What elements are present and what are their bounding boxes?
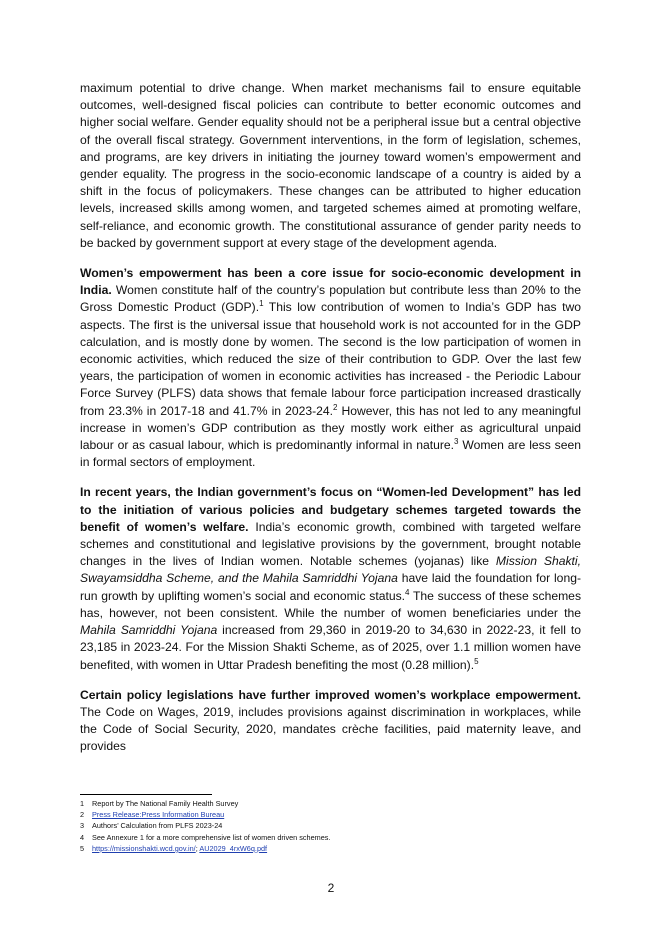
paragraph-lead: Women’s empowerment has been a core issue for socio-economic development in India. <box>80 266 581 298</box>
paragraph-text: However, this has not led to any meaningful increase in women’s GDP contribution as they mostly work either as agricultural unpaid labour or as casual labour, which is predominantly informal in nature. <box>80 403 581 453</box>
footnote-number: 3 <box>80 821 85 831</box>
footnote-link[interactable]: Press Release:Press Information Bureau <box>92 810 225 820</box>
footnote-2 <box>80 809 581 820</box>
footnote-1 <box>80 798 581 809</box>
footnote-number: 2 <box>80 810 85 820</box>
footnote-links <box>92 843 267 854</box>
footnote-ref[interactable]: 4 <box>405 587 410 597</box>
footnote-3 <box>80 820 581 831</box>
page-number: 2 <box>327 881 335 895</box>
footnote-ref[interactable]: 3 <box>454 437 459 447</box>
document-body <box>80 80 581 769</box>
scheme-names: Mission Shakti, Swayamsiddha Scheme, and the Mahila Samriddhi Yojana <box>80 554 581 586</box>
footnote-link[interactable]: AU2029_4rxW6q.pdf <box>199 843 268 853</box>
footnote-separator-text: ; <box>195 843 200 853</box>
paragraph-lead: Certain policy legislations have further improved women’s workplace empowerment. <box>80 687 581 702</box>
footnote-number: 5 <box>80 843 85 853</box>
paragraph-women-led-development <box>80 484 581 673</box>
scheme-name: Mahila Samriddhi Yojana <box>80 623 218 638</box>
paragraph-text: This low contribution of women to India’s GDP has two aspects. The first is the universal issue that household work is not accounted for in the GDP calculation, and is mostly done by women. The second is the low participation of women in economic activities, which reduced the size of their contribution to GDP. Over the last few years, the participation of women in economic activities has increased - the Periodic Labour Force Survey (PLFS) data shows that female labour force participation increased drastically from 23.3% in 2017-18 and 41.7% in 2023-24. <box>80 300 582 418</box>
paragraph-text: increased from 29,360 in 2019-20 to 34,630 in 2022-23, it fell to 23,185 in 2023-24. For the Mission Shakti Scheme, as of 2025, over 1.1 million women have benefited, with women in Uttar Pradesh benefiting the most (0.28 million). <box>80 623 581 672</box>
footnote-number: 1 <box>80 799 85 808</box>
paragraph-womens-empowerment <box>80 265 581 471</box>
paragraph-fiscal-policy: maximum potential to drive change. When market mechanisms fail to ensure equitable outcomes, well-designed fiscal policies can contribute to better economic outcomes and higher social welfare. Gender equality should not be a peripheral issue but a central objective of the overall fiscal strategy. Government interventions, in the form of legislation, schemes, and programs, are key drivers in initiating the journey toward women’s empowerment and gender equality. The progress in the socio-economic landscape of a country is aided by a shift in the focus of policymakers. These changes can be attributed to higher education levels, increased skills among women, and targeted schemes aimed at promoting welfare, self-reliance, and economic growth. The constitutional assurance of gender parity needs to be backed by government support at every stage of the development agenda. <box>80 81 581 250</box>
paragraph-text: The success of these schemes has, however, not been consistent. While the number of women beneficiaries under the <box>80 588 582 620</box>
footnote-link[interactable]: https://missionshakti.wcd.gov.in/ <box>92 843 196 853</box>
footnote-number: 4 <box>80 832 85 842</box>
footnote-ref[interactable]: 1 <box>259 299 264 309</box>
paragraph-text: Women are less seen in formal sectors of employment. <box>80 438 581 470</box>
footnote-5 <box>80 843 581 854</box>
paragraph-text: Women constitute half of the country’s population but contribute less than 20% to the Gross Domestic Product (GDP). <box>80 283 581 315</box>
footnote-text: See Annexure 1 for a more comprehensive list of women driven schemes. <box>92 832 331 842</box>
paragraph-lead: In recent years, the Indian government’s focus on “Women-led Development” has led to the initiation of various policies and budgetary schemes targeted towards the benefit of women’s welfare. <box>80 485 581 534</box>
paragraph-text: The Code on Wages, 2019, includes provisions against discrimination in workplaces, while the Code of Social Security, 2020, mandates crèche facilities, paid maternity leave, and provides <box>80 704 581 754</box>
paragraph-text: have laid the foundation for long-run growth by uplifting women’s social and economic status. <box>80 571 581 603</box>
paragraph-workplace-legislation <box>80 687 581 756</box>
footnote-ref[interactable]: 5 <box>474 656 479 666</box>
footnote-separator <box>80 794 212 795</box>
footnote-4 <box>80 832 581 843</box>
footnote-ref[interactable]: 2 <box>333 402 338 412</box>
footnote-text: Authors’ Calculation from PLFS 2023-24 <box>92 821 223 831</box>
footnotes <box>80 794 581 854</box>
paragraph-text: India’s economic growth, combined with targeted welfare schemes and constitutional and legislative provisions by the government, brought notable changes in the lives of Indian women. Notable schemes (yojanas) like <box>80 519 581 569</box>
footnote-text: Report by The National Family Health Survey <box>92 799 239 808</box>
